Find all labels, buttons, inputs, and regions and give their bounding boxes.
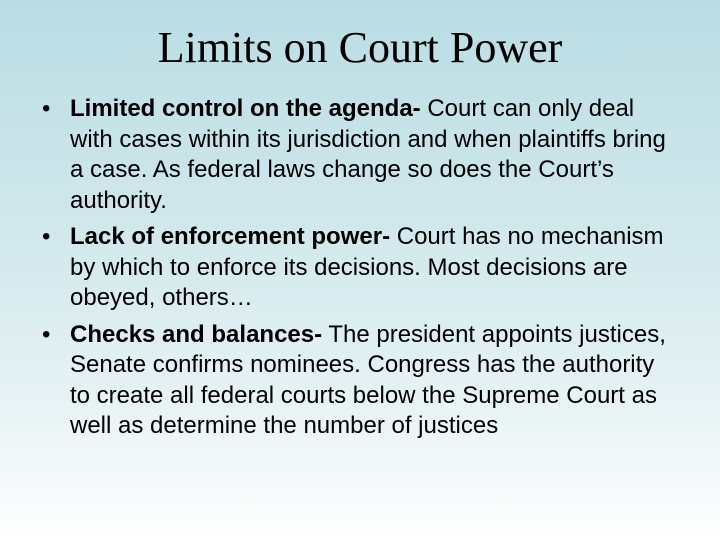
bullet-marker: •: [42, 95, 51, 122]
bullet-list: [40, 94, 680, 448]
bullet-item-checks: [40, 320, 680, 442]
bullet-item-agenda: [40, 94, 680, 216]
bullet-heading: Checks and balances-: [70, 320, 323, 348]
bullet-item-enforcement: [40, 222, 680, 314]
bullet-heading: Limited control on the agenda-: [70, 95, 421, 122]
bullet-text: Court has no mechanism by which to enforce its decisions. Most decisions are obeyed, others…: [70, 223, 664, 311]
bullet-text: The president appoints justices, Senate confirms nominees. Congress has the authority to create all federal courts below the Supreme Court as well as determine the number of justices: [70, 320, 666, 439]
slide-title: Limits on Court Power: [157, 23, 563, 72]
bullet-text: Court can only deal with cases within its jurisdiction and when plaintiffs bring a case. As federal laws change so does the Court’s authority.: [70, 95, 666, 214]
bullet-marker: •: [42, 223, 51, 250]
bullet-heading: Lack of enforcement power-: [70, 223, 391, 250]
bullet-marker: •: [42, 320, 51, 348]
